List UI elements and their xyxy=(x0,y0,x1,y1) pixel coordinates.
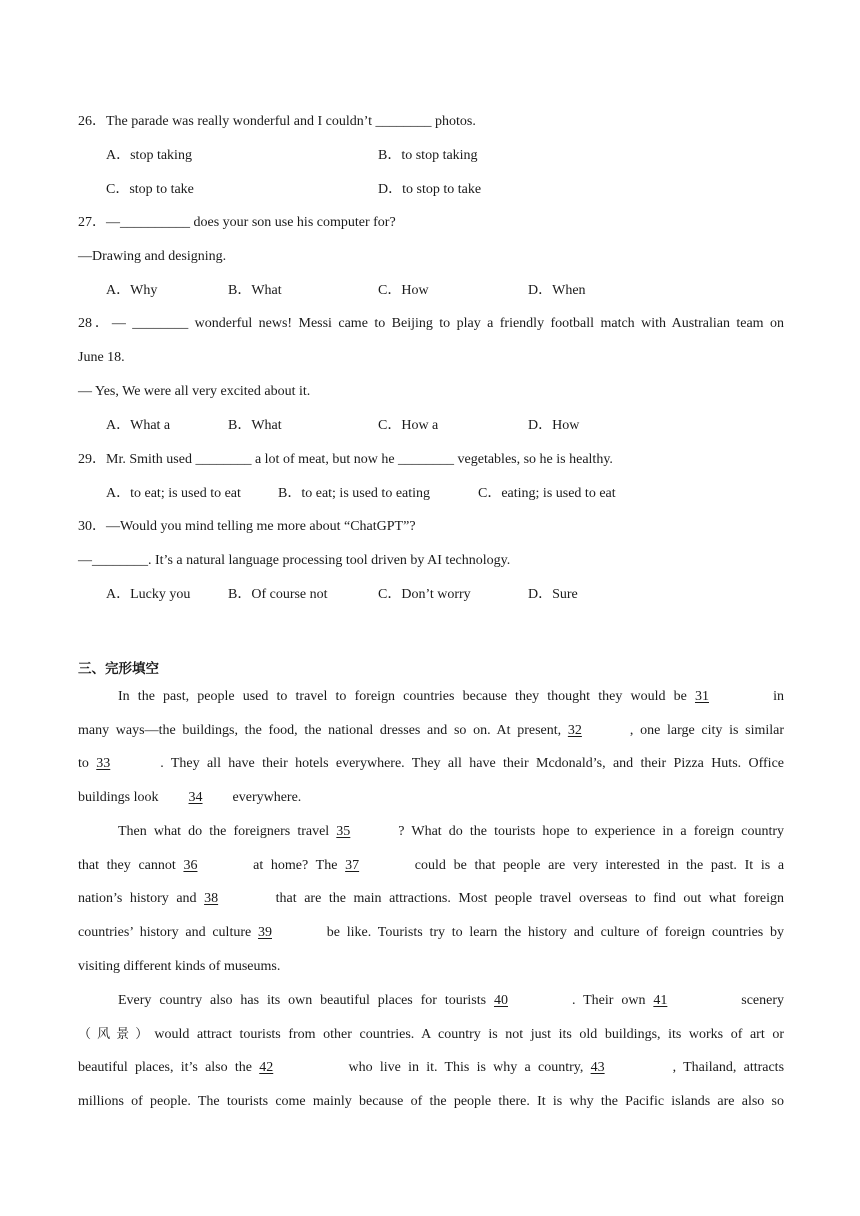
q30-option-a: A．Lucky you xyxy=(106,587,191,602)
question-28-stem-cont: June 18. xyxy=(78,350,125,365)
q28-option-c: C．How a xyxy=(378,418,439,433)
q27-option-d: D．When xyxy=(528,283,586,298)
section-heading: 三、完形填空 xyxy=(78,661,159,677)
blank-38: 38 xyxy=(204,891,219,906)
q28-option-b: B．What xyxy=(228,418,282,433)
q27-option-b: B．What xyxy=(228,283,282,298)
blank-37: 37 xyxy=(345,858,360,873)
q29-option-b: B．to eat; is used to eating xyxy=(278,486,431,501)
blank-39: 39 xyxy=(258,925,272,940)
question-27-answer-line: —Drawing and designing. xyxy=(78,249,227,264)
blank-36: 36 xyxy=(183,858,198,873)
blank-34: 34 xyxy=(188,790,203,805)
q30-option-c: C．Don’t worry xyxy=(378,587,471,602)
q29-option-c: C．eating; is used to eat xyxy=(478,486,616,501)
cloze-p2-line4: countries’ history and culture 39 be like. Tourists try to learn the history and culture of foreign countries by xyxy=(78,923,784,943)
q27-option-c: C．How xyxy=(378,283,429,298)
question-27-stem: 27．—__________ does your son use his computer for? xyxy=(78,215,396,230)
cloze-p3-line3: beautiful places, it’s also the 42 who live in it. This is why a country, 43 , Thailand, attracts xyxy=(78,1058,784,1078)
cloze-p1-line1: In the past, people used to travel to foreign countries because they thought they would be 31 in xyxy=(118,687,784,707)
cloze-p2-line3: nation’s history and 38 that are the main attractions. Most people travel overseas to find out what foreign xyxy=(78,889,784,909)
blank-43: 43 xyxy=(590,1060,605,1075)
blank-32: 32 xyxy=(567,723,582,738)
cloze-p2-line5: visiting different kinds of museums. xyxy=(78,959,281,974)
q30-option-d: D．Sure xyxy=(528,587,578,602)
question-26-stem: 26．The parade was really wonderful and I couldn’t ________ photos. xyxy=(78,114,476,129)
q27-option-a: A．Why xyxy=(106,283,158,298)
cloze-p3-line1: Every country also has its own beautiful places for tourists 40 . Their own 41 scenery xyxy=(118,991,784,1011)
q28-option-d: D．How xyxy=(528,418,580,433)
cloze-p1-line4: buildings look 34 everywhere. xyxy=(78,788,784,808)
blank-33: 33 xyxy=(96,756,111,771)
blank-40: 40 xyxy=(493,993,508,1008)
q30-option-b: B．Of course not xyxy=(228,587,328,602)
q29-option-a: A．to eat; is used to eat xyxy=(106,486,241,501)
q26-option-b: B．to stop taking xyxy=(378,148,478,163)
cloze-p3-line4: millions of people. The tourists come mainly because of the people there. It is why the Pacific islands are also so xyxy=(78,1094,784,1109)
cloze-p1-line3: to 33 . They all have their hotels everywhere. They all have their Mcdonald’s, and their Pizza Huts. Office xyxy=(78,754,784,774)
question-30-answer-line: —________. It’s a natural language processing tool driven by AI technology. xyxy=(78,553,511,568)
cloze-p2-line1: Then what do the foreigners travel 35 ? What do the tourists hope to experience in a foreign country xyxy=(118,822,784,842)
blank-42: 42 xyxy=(259,1060,274,1075)
cloze-p3-line2: （风景）would attract tourists from other countries. A country is not just its old buildings, its works of art or xyxy=(78,1027,784,1042)
cloze-p1-line2: many ways—the buildings, the food, the national dresses and so on. At present, 32 , one large city is similar xyxy=(78,721,784,741)
question-28-answer-line: — Yes, We were all very excited about it. xyxy=(78,384,311,399)
cloze-p2-line2: that they cannot 36 at home? The 37 could be that people are very interested in the past. It is a xyxy=(78,856,784,876)
question-29-stem: 29．Mr. Smith used ________ a lot of meat, but now he ________ vegetables, so he is healthy. xyxy=(78,452,613,467)
q28-option-a: A．What a xyxy=(106,418,171,433)
question-30-stem: 30．—Would you mind telling me more about “ChatGPT”? xyxy=(78,519,416,534)
blank-41: 41 xyxy=(653,993,668,1008)
blank-35: 35 xyxy=(336,824,351,839)
q26-option-d: D．to stop to take xyxy=(378,182,482,197)
q26-option-a: A．stop taking xyxy=(106,148,192,163)
question-28-stem: 28．— ________ wonderful news! Messi came to Beijing to play a friendly football match with Australian team on xyxy=(78,316,784,331)
blank-31: 31 xyxy=(694,689,709,704)
q26-option-c: C．stop to take xyxy=(106,182,194,197)
